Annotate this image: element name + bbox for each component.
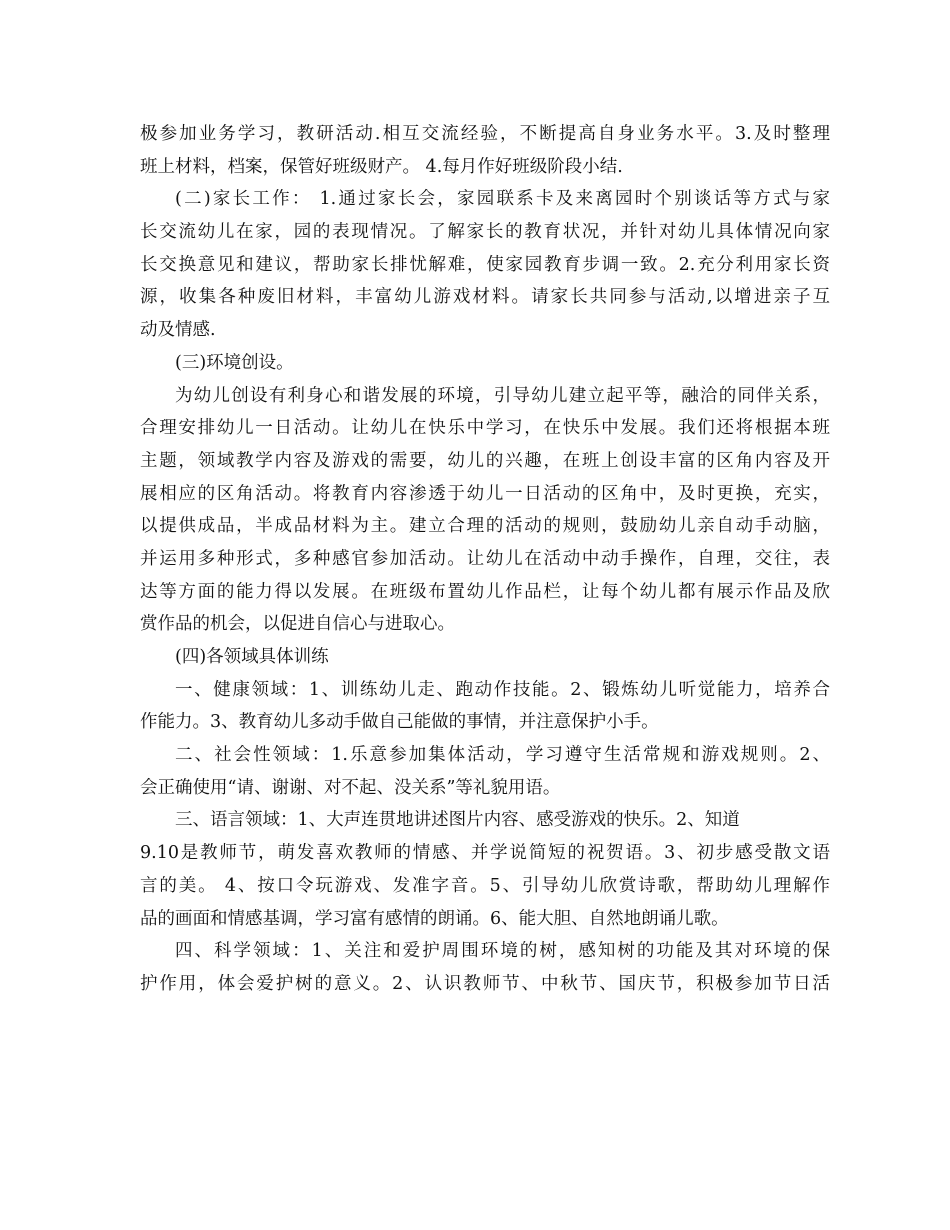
text-line: 会正确使用“请、谢谢、对不起、没关系”等礼貌用语。 (140, 777, 561, 798)
text-line: 长交流幼儿在家，园的表现情况。了解家长的教育状况，并针对幼儿具体情况向家 (140, 222, 830, 243)
text-line: 言的美。 4、按口令玩游戏、发准字音。5、引导幼儿欣赏诗歌，帮助幼儿理解作 (140, 875, 830, 896)
text-line: 赏作品的机会，以促进自信心与进取心。 (140, 614, 455, 635)
text-line: 三、语言领域：1、大声连贯地讲述图片内容、感受游戏的快乐。2、知道 (175, 810, 740, 831)
document-body (140, 118, 830, 1001)
text-line: 一、健康领域：1、训练幼儿走、跑动作技能。2、锻炼幼儿听觉能力，培养合 (175, 679, 830, 700)
text-line: 品的画面和情感基调，学习富有感情的朗诵。6、能大胆、自然地朗诵儿歌。 (140, 908, 729, 929)
text-line: 护作用，体会爱护树的意义。2、认识教师节、中秋节、国庆节，积极参加节日活 (140, 973, 830, 994)
text-line: 源，收集各种废旧材料，丰富幼儿游戏材料。请家长共同参与活动,以增进亲子互 (140, 287, 830, 308)
text-line: 长交换意见和建议，帮助家长排忧解难，使家园教育步调一致。2.充分利用家长资 (140, 254, 830, 275)
text-line: 合理安排幼儿一日活动。让幼儿在快乐中学习，在快乐中发展。我们还将根据本班 (140, 418, 830, 439)
text-line: 作能力。3、教育幼儿多动手做自己能做的事情，并注意保护小手。 (140, 712, 659, 733)
text-line: 达等方面的能力得以发展。在班级布置幼儿作品栏，让每个幼儿都有展示作品及欣 (140, 581, 830, 602)
text-line: 以提供成品，半成品材料为主。建立合理的活动的规则，鼓励幼儿亲自动手动脑， (140, 516, 830, 537)
text-line: 展相应的区角活动。将教育内容渗透于幼儿一日活动的区角中，及时更换，充实， (140, 483, 830, 504)
text-line: (三)环境创设。 (175, 352, 294, 373)
text-line: (二)家长工作： 1.通过家长会，家园联系卡及来离园时个别谈话等方式与家 (175, 189, 830, 210)
text-line: 为幼儿创设有利身心和谐发展的环境，引导幼儿建立起平等，融洽的同伴关系， (175, 385, 830, 406)
text-line: 动及情感. (140, 320, 216, 341)
text-line: (四)各领域具体训练 (175, 647, 329, 667)
text-line: 极参加业务学习，教研活动.相互交流经验，不断提高自身业务水平。3.及时整理 (140, 124, 830, 144)
text-line: 四、科学领域：1、关注和爱护周围环境的树，感知树的功能及其对环境的保 (175, 941, 830, 962)
text-line: 9.10是教师节，萌发喜欢教师的情感、并学说简短的祝贺语。3、初步感受散文语 (140, 843, 830, 864)
text-line: 班上材料，档案，保管好班级财产。 4.每月作好班级阶段小结. (140, 156, 623, 177)
text-line: 二、社会性领域：1.乐意参加集体活动，学习遵守生活常规和游戏规则。2、 (175, 745, 830, 766)
text-line: 主题，领域教学内容及游戏的需要，幼儿的兴趣，在班上创设丰富的区角内容及开 (140, 450, 830, 471)
text-line: 并运用多种形式，多种感官参加活动。让幼儿在活动中动手操作，自理，交往，表 (140, 548, 830, 569)
